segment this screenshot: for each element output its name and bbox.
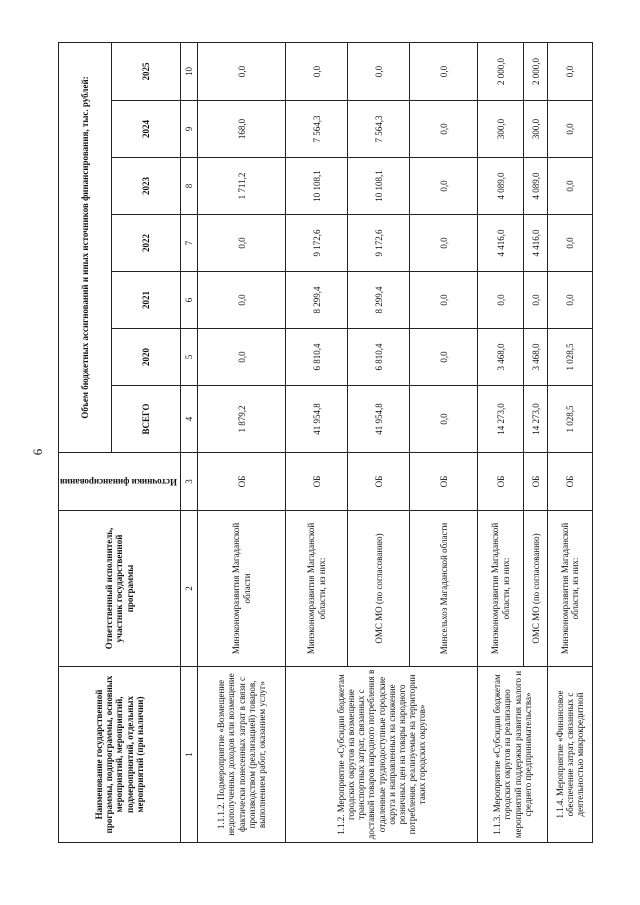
value-cell: 1 711,2 (198, 158, 286, 215)
value-cell: 300,0 (524, 101, 548, 158)
column-number: 8 (181, 158, 198, 215)
value-cell: 0,0 (548, 158, 593, 215)
value-cell: 3 468,0 (524, 329, 548, 386)
source-cell: ОБ (198, 453, 286, 511)
value-cell: 10 108,1 (286, 158, 348, 215)
financing-table (58, 42, 593, 843)
source-cell: ОБ (524, 453, 548, 511)
header-year: 2022 (111, 215, 180, 272)
value-cell: 0,0 (410, 42, 478, 100)
rotated-table-container (58, 43, 593, 843)
value-cell: 0,0 (348, 42, 410, 100)
column-number: 1 (181, 667, 198, 843)
value-cell: 3 468,0 (478, 329, 524, 386)
value-cell: 4 416,0 (478, 215, 524, 272)
source-cell: ОБ (478, 453, 524, 511)
value-cell: 8 299,4 (286, 272, 348, 329)
value-cell: 0,0 (198, 329, 286, 386)
source-cell: ОБ (410, 453, 478, 511)
value-cell: 41 954,8 (348, 386, 410, 453)
header-budget-group: Объем бюджетных ассигнований и иных источников финансирования, тыс. рублей: (59, 42, 112, 452)
header-executor: Ответственный исполнитель, участник государственной программы (59, 511, 181, 667)
header-year: 2023 (111, 158, 180, 215)
column-number: 2 (181, 511, 198, 667)
value-cell: 7 564,3 (286, 101, 348, 158)
value-cell: 6 810,4 (286, 329, 348, 386)
source-cell: ОБ (548, 453, 593, 511)
value-cell: 4 089,0 (524, 158, 548, 215)
value-cell: 7 564,3 (348, 101, 410, 158)
column-number: 9 (181, 101, 198, 158)
column-number: 4 (181, 386, 198, 453)
table-row (548, 42, 593, 842)
header-year: 2024 (111, 101, 180, 158)
executor-cell: ОМС МО (по согласованию) (524, 511, 548, 667)
program-name-cell: 1.1.1.2. Подмероприятие «Возмещение недополученных доходов или возмещение фактически понесенных затрат в связи с производством (реализацией) товаров, выполнением работ, оказанием услуг» (198, 667, 286, 843)
value-cell: 0,0 (410, 158, 478, 215)
executor-cell: Минэкономразвития Магаданской области, из них: (286, 511, 348, 667)
column-number: 5 (181, 329, 198, 386)
page-number: 6 (30, 448, 45, 456)
program-name-cell: 1.1.3. Мероприятие «Субсидии бюджетам городских округов на реализацию мероприятий поддержки развития малого и среднего предпринимательства» (478, 667, 548, 843)
program-name-cell: 1.1.4. Мероприятие «Финансовое обеспечение затрат, связанных с деятельностью микрокредитной (548, 667, 593, 843)
value-cell: 41 954,8 (286, 386, 348, 453)
value-cell: 0,0 (524, 272, 548, 329)
column-number: 6 (181, 272, 198, 329)
column-number-row (181, 42, 198, 842)
table-row (198, 42, 286, 842)
value-cell: 0,0 (410, 101, 478, 158)
column-number: 7 (181, 215, 198, 272)
program-name-cell: 1.1.2. Мероприятие «Субсидии бюджетам городских округов на возмещение транспортных затрат, связанных с доставкой товаров народного потребления в отдаленные труднодоступные городские округа и направленных на снижение розничных цен на товары народного потребления, реализуемые на территории таких городских округов» (286, 667, 478, 843)
value-cell: 2 000,0 (524, 42, 548, 100)
value-cell: 0,0 (548, 272, 593, 329)
value-cell: 1 028,5 (548, 386, 593, 453)
table-row (478, 42, 524, 842)
executor-cell: ОМС МО (по согласованию) (348, 511, 410, 667)
executor-cell: Минэкономразвития Магаданской области, из них: (478, 511, 524, 667)
value-cell: 0,0 (410, 386, 478, 453)
value-cell: 0,0 (548, 42, 593, 100)
value-cell: 14 273,0 (524, 386, 548, 453)
header-source: Источники финансирования (59, 453, 181, 511)
value-cell: 168,0 (198, 101, 286, 158)
value-cell: 0,0 (410, 272, 478, 329)
value-cell: 1 028,5 (548, 329, 593, 386)
column-number: 3 (181, 453, 198, 511)
source-cell: ОБ (286, 453, 348, 511)
value-cell: 300,0 (478, 101, 524, 158)
value-cell: 1 879,2 (198, 386, 286, 453)
value-cell: 0,0 (410, 215, 478, 272)
value-cell: 4 416,0 (524, 215, 548, 272)
value-cell: 10 108,1 (348, 158, 410, 215)
value-cell: 0,0 (410, 329, 478, 386)
value-cell: 0,0 (198, 215, 286, 272)
header-year: 2025 (111, 42, 180, 100)
header-year: 2020 (111, 329, 180, 386)
header-total: ВСЕГО (111, 386, 180, 453)
header-row-1 (59, 42, 112, 842)
value-cell: 0,0 (548, 101, 593, 158)
value-cell: 0,0 (286, 42, 348, 100)
value-cell: 9 172,6 (286, 215, 348, 272)
executor-cell: Минсельхоз Магаданской области (410, 511, 478, 667)
executor-cell: Минэкономразвития Магаданской области (198, 511, 286, 667)
value-cell: 6 810,4 (348, 329, 410, 386)
value-cell: 4 089,0 (478, 158, 524, 215)
source-cell: ОБ (348, 453, 410, 511)
column-number: 10 (181, 42, 198, 100)
table-row (286, 42, 348, 842)
header-name: Наименование государственной программы, подпрограммы, основных мероприятий, мероприятий, подмероприятий, отдельных мероприятий (при наличии) (59, 667, 181, 843)
executor-cell: Минэкономразвития Магаданской области, из них: (548, 511, 593, 667)
value-cell: 8 299,4 (348, 272, 410, 329)
value-cell: 0,0 (198, 272, 286, 329)
value-cell: 0,0 (548, 215, 593, 272)
value-cell: 14 273,0 (478, 386, 524, 453)
header-year: 2021 (111, 272, 180, 329)
value-cell: 9 172,6 (348, 215, 410, 272)
value-cell: 2 000,0 (478, 42, 524, 100)
value-cell: 0,0 (198, 42, 286, 100)
value-cell: 0,0 (478, 272, 524, 329)
